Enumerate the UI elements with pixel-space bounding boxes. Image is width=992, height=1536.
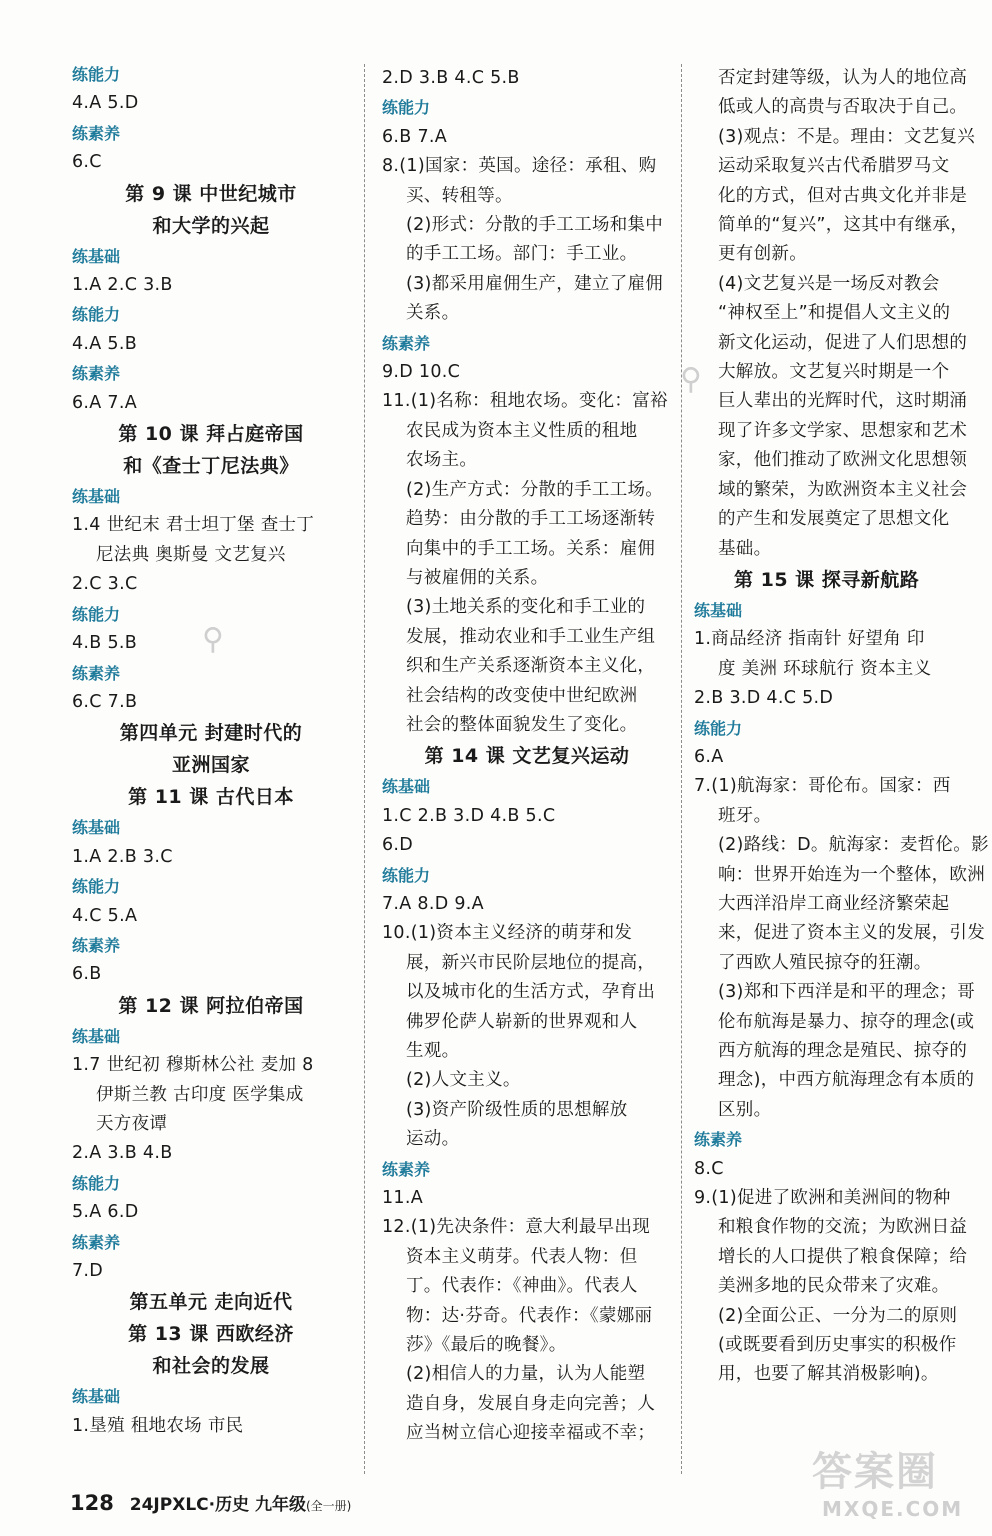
answer-line: 10.(1)资本主义经济的萌芽和发 <box>382 923 633 944</box>
answer-line: 发展，推动农业和手工业生产组 <box>406 626 656 647</box>
answer-line: 7.(1)航海家：哥伦布。国家：西 <box>694 776 951 797</box>
page-number: 128 <box>70 1491 114 1515</box>
answer-line: (4)文艺复兴是一场反对教会 <box>718 273 940 294</box>
answer-line: 2.C 3.C <box>72 574 138 595</box>
watermark-url: MXQE.COM <box>822 1497 964 1521</box>
answer-line: 更有创新。 <box>718 244 807 265</box>
lesson-heading: 第 15 课 探寻新航路 <box>734 568 920 591</box>
answer-line: 丁。代表作：《神曲》。代表人 <box>406 1276 638 1297</box>
answer-line: 生观。 <box>406 1041 460 1061</box>
answer-line: 化的方式，但对古典文化并非是 <box>718 185 968 206</box>
answer-line: 现了许多文学家、思想家和艺术 <box>718 420 968 441</box>
answer-line: 2.A 3.B 4.B <box>72 1143 173 1164</box>
section-label: 练能力 <box>72 877 121 897</box>
answer-line: 1.A 2.B 3.C <box>72 846 173 867</box>
answer-line: 社会的整体面貌发生了变化。 <box>406 714 638 735</box>
answer-line: 域的繁荣，为欧洲资本主义社会 <box>718 479 968 500</box>
answer-line: 4.B 5.B <box>72 633 138 654</box>
answer-line: (3)资产阶级性质的思想解放 <box>406 1099 628 1120</box>
answer-line: 和粮食作物的交流；为欧洲日益 <box>718 1217 968 1238</box>
section-label: 练能力 <box>382 98 431 118</box>
section-label: 练能力 <box>72 1173 121 1193</box>
section-label: 练基础 <box>72 1387 121 1407</box>
section-label: 练素养 <box>72 364 121 384</box>
lesson-heading: 第五单元 走向近代 <box>129 1291 293 1314</box>
answer-line: (或既要看到历史事实的积极作 <box>718 1335 957 1356</box>
answer-line: (2)形式：分散的手工工场和集中 <box>406 215 664 236</box>
lesson-heading: 第 12 课 阿拉伯帝国 <box>118 994 304 1017</box>
answer-line: 应当树立信心迎接幸福或不幸； <box>406 1423 656 1444</box>
answer-line: 6.A 7.A <box>72 392 137 413</box>
lesson-heading: 亚洲国家 <box>171 754 250 777</box>
answer-line: 1.商品经济 指南针 好望角 印 <box>694 629 925 650</box>
book-code: 24JPXLC·历史 九年级 <box>129 1495 306 1515</box>
answer-line: 增长的人口提供了粮食保障；给 <box>718 1246 968 1267</box>
answer-line: 运动。 <box>406 1129 460 1150</box>
answer-line: 12.(1)先决条件：意大利最早出现 <box>382 1217 651 1238</box>
answer-line: 来，促进了资本主义的发展，引发 <box>718 923 985 944</box>
answer-line: 了西欧人殖民掠夺的狂潮。 <box>718 952 932 973</box>
section-label: 练素养 <box>72 1232 121 1252</box>
answer-line: 佛罗伦萨人崭新的世界观和人 <box>406 1011 638 1032</box>
answer-line: 资本主义萌芽。代表人物：但 <box>406 1246 638 1267</box>
answer-line: 1.A 2.C 3.B <box>72 275 173 296</box>
answer-line: 5.A 6.D <box>72 1202 139 1223</box>
answer-line: 6.A <box>694 746 724 767</box>
answer-line: 造自身，发展自身走向完善；人 <box>406 1393 656 1414</box>
lesson-heading: 第 11 课 古代日本 <box>128 786 294 809</box>
section-label: 练能力 <box>382 865 431 885</box>
answer-line: 4.A 5.B <box>72 333 138 354</box>
answer-line: (3)都采用雇佣生产，建立了雇佣 <box>406 273 664 294</box>
section-label: 练基础 <box>382 777 431 797</box>
answer-line: 9.D 10.C <box>382 362 461 383</box>
section-label: 练素养 <box>72 935 121 955</box>
answer-line: 4.A 5.D <box>72 93 139 114</box>
answer-line: 展，新兴市民阶层地位的提高， <box>406 952 656 973</box>
answer-line: 否定封建等级，认为人的地位高 <box>718 68 968 88</box>
answer-line: 11.A <box>382 1188 424 1209</box>
answer-line: 的产生和发展奠定了思想文化 <box>718 509 950 530</box>
answer-line: 11.(1)名称：租地农场。变化：富裕 <box>382 391 668 412</box>
answer-line: 向集中的手工工场。关系：雇佣 <box>406 538 656 559</box>
answer-line: (2)人文主义。 <box>406 1070 521 1091</box>
answer-line: 区别。 <box>718 1099 772 1120</box>
answer-line: 与被雇佣的关系。 <box>406 567 549 588</box>
answer-line: 农场主。 <box>406 450 478 471</box>
answer-line: 伊斯兰教 古印度 医学集成 <box>96 1084 304 1105</box>
column-middle <box>382 64 672 1449</box>
answer-line: 4.C 5.A <box>72 905 138 926</box>
answer-line: 6.C <box>72 152 102 173</box>
answer-line: 响：世界开始连为一个整体，欧洲 <box>718 864 985 885</box>
section-label: 练能力 <box>694 718 743 738</box>
answer-line: 7.D <box>72 1261 104 1281</box>
answer-line: 用，也要了解其消极影响)。 <box>718 1364 939 1385</box>
answer-line: 家，他们推动了欧洲文化思想领 <box>718 450 968 471</box>
answer-line: 天方夜谭 <box>96 1113 168 1134</box>
faint-figure-icon: ⚲ <box>680 362 702 397</box>
answer-line: 基础。 <box>718 538 772 559</box>
answer-line: 美洲多地的民众带来了灾难。 <box>718 1276 950 1297</box>
answer-line: 的手工工场。部门：手工业。 <box>406 244 638 265</box>
lesson-heading: 第 9 课 中世纪城市 <box>125 182 297 205</box>
answer-line: 运动采取复兴古代希腊罗马文 <box>718 156 950 177</box>
answer-line: 巨人辈出的光辉时代，这时期涌 <box>718 391 968 412</box>
answer-line: 新文化运动，促进了人们思想的 <box>718 332 968 353</box>
answer-line: 1.7 世纪初 穆斯林公社 麦加 8 <box>72 1055 314 1076</box>
answer-line: (3)郑和下西洋是和平的理念；哥 <box>718 982 976 1003</box>
lesson-heading: 第 14 课 文艺复兴运动 <box>424 745 630 768</box>
section-label: 练能力 <box>72 604 121 624</box>
site-watermark <box>812 1440 982 1532</box>
section-label: 练基础 <box>72 1026 121 1046</box>
answer-line: 社会结构的改变使中世纪欧洲 <box>406 685 638 706</box>
answer-line: (2)相信人的力量，认为人能塑 <box>406 1364 646 1385</box>
faint-figure-icon: ⚲ <box>202 622 224 657</box>
answer-line: 8.(1)国家：英国。途径：承租、购 <box>382 156 657 177</box>
answer-line: 织和生产关系逐渐资本主义化， <box>406 656 656 677</box>
answer-line: 农民成为资本主义性质的租地 <box>406 420 638 441</box>
answer-line: (2)全面公正、一分为二的原则 <box>718 1305 958 1326</box>
answer-line: “神权至上”和提倡人文主义的 <box>718 303 951 324</box>
answer-line: 1.4 世纪末 君士坦丁堡 查士丁 <box>72 515 315 536</box>
answer-line: 买、转租等。 <box>406 185 513 206</box>
column-left <box>72 60 350 1441</box>
section-label: 练素养 <box>382 1159 431 1179</box>
answer-line: 大西洋沿岸工商业经济繁荣起 <box>718 893 950 914</box>
section-label: 练素养 <box>694 1130 743 1150</box>
section-label: 练基础 <box>72 818 121 838</box>
answer-line: 莎》《最后的晚餐》。 <box>406 1335 567 1356</box>
answer-line: 以及城市化的生活方式，孕育出 <box>406 982 656 1003</box>
answer-line: 9.(1)促进了欧洲和美洲间的物种 <box>694 1188 951 1209</box>
answer-line: 大解放。文艺复兴时期是一个 <box>718 362 950 383</box>
answer-line: 度 美洲 环球航行 资本主义 <box>718 658 932 679</box>
answer-line: 西方航海的理念是殖民、掠夺的 <box>718 1041 968 1061</box>
answer-line: 物：达·芬奇。代表作：《蒙娜丽 <box>406 1305 653 1326</box>
lesson-heading: 和社会的发展 <box>152 1355 270 1378</box>
section-label: 练素养 <box>72 663 121 683</box>
answer-line: 1.垦殖 租地农场 市民 <box>72 1415 244 1436</box>
lesson-heading: 第 10 课 拜占庭帝国 <box>118 423 304 446</box>
book-volume: (全一册) <box>306 1499 352 1513</box>
answer-line: (2)路线：D。航海家：麦哲伦。影 <box>718 835 989 856</box>
answer-line: 1.C 2.B 3.D 4.B 5.C <box>382 805 556 826</box>
column-divider-left <box>364 64 366 1474</box>
section-label: 练基础 <box>694 600 743 620</box>
answer-line: 6.B 7.A <box>382 126 448 147</box>
answer-line: 简单的“复兴”，这其中有继承， <box>718 215 969 236</box>
column-divider-right <box>681 64 683 1474</box>
answer-line: 伦布航海是暴力、掠夺的理念(或 <box>718 1011 975 1032</box>
section-label: 练能力 <box>72 65 121 84</box>
section-label: 练素养 <box>382 333 431 353</box>
section-label: 练基础 <box>72 246 121 266</box>
answer-line: 6.C 7.B <box>72 691 138 712</box>
lesson-heading: 和《查士丁尼法典》 <box>123 455 299 478</box>
lesson-heading: 第 13 课 西欧经济 <box>128 1323 294 1346</box>
answer-line: 2.B 3.D 4.C 5.D <box>694 688 834 709</box>
section-label: 练能力 <box>72 305 121 325</box>
answer-line: 2.D 3.B 4.C 5.B <box>382 68 520 88</box>
answer-line: 7.A 8.D 9.A <box>382 893 484 914</box>
section-label: 练素养 <box>72 123 121 143</box>
answer-line: 理念)，中西方航海理念有本质的 <box>718 1070 975 1091</box>
watermark-logo-text: 答案圈 <box>812 1449 938 1495</box>
answer-line: 班牙。 <box>718 805 772 826</box>
answer-line: 低或人的高贵与否取决于自己。 <box>718 97 968 118</box>
answer-line: 趋势：由分散的手工工场逐渐转 <box>406 509 656 530</box>
answer-line: 关系。 <box>406 303 460 324</box>
column-right <box>694 64 989 1390</box>
page-footer <box>70 1490 351 1515</box>
answer-line: 6.D <box>382 835 414 856</box>
answer-line: (3)观点：不是。理由：文艺复兴 <box>718 126 976 147</box>
answer-line: 尼法典 奥斯曼 文艺复兴 <box>96 544 286 565</box>
lesson-heading: 和大学的兴起 <box>152 214 270 237</box>
answer-line: 6.B <box>72 964 102 985</box>
section-label: 练基础 <box>72 487 121 507</box>
answer-line: 8.C <box>694 1158 724 1179</box>
answer-line: (3)土地关系的变化和手工业的 <box>406 597 646 618</box>
answer-line: (2)生产方式：分散的手工工场。 <box>406 479 664 500</box>
lesson-heading: 第四单元 封建时代的 <box>119 722 303 745</box>
